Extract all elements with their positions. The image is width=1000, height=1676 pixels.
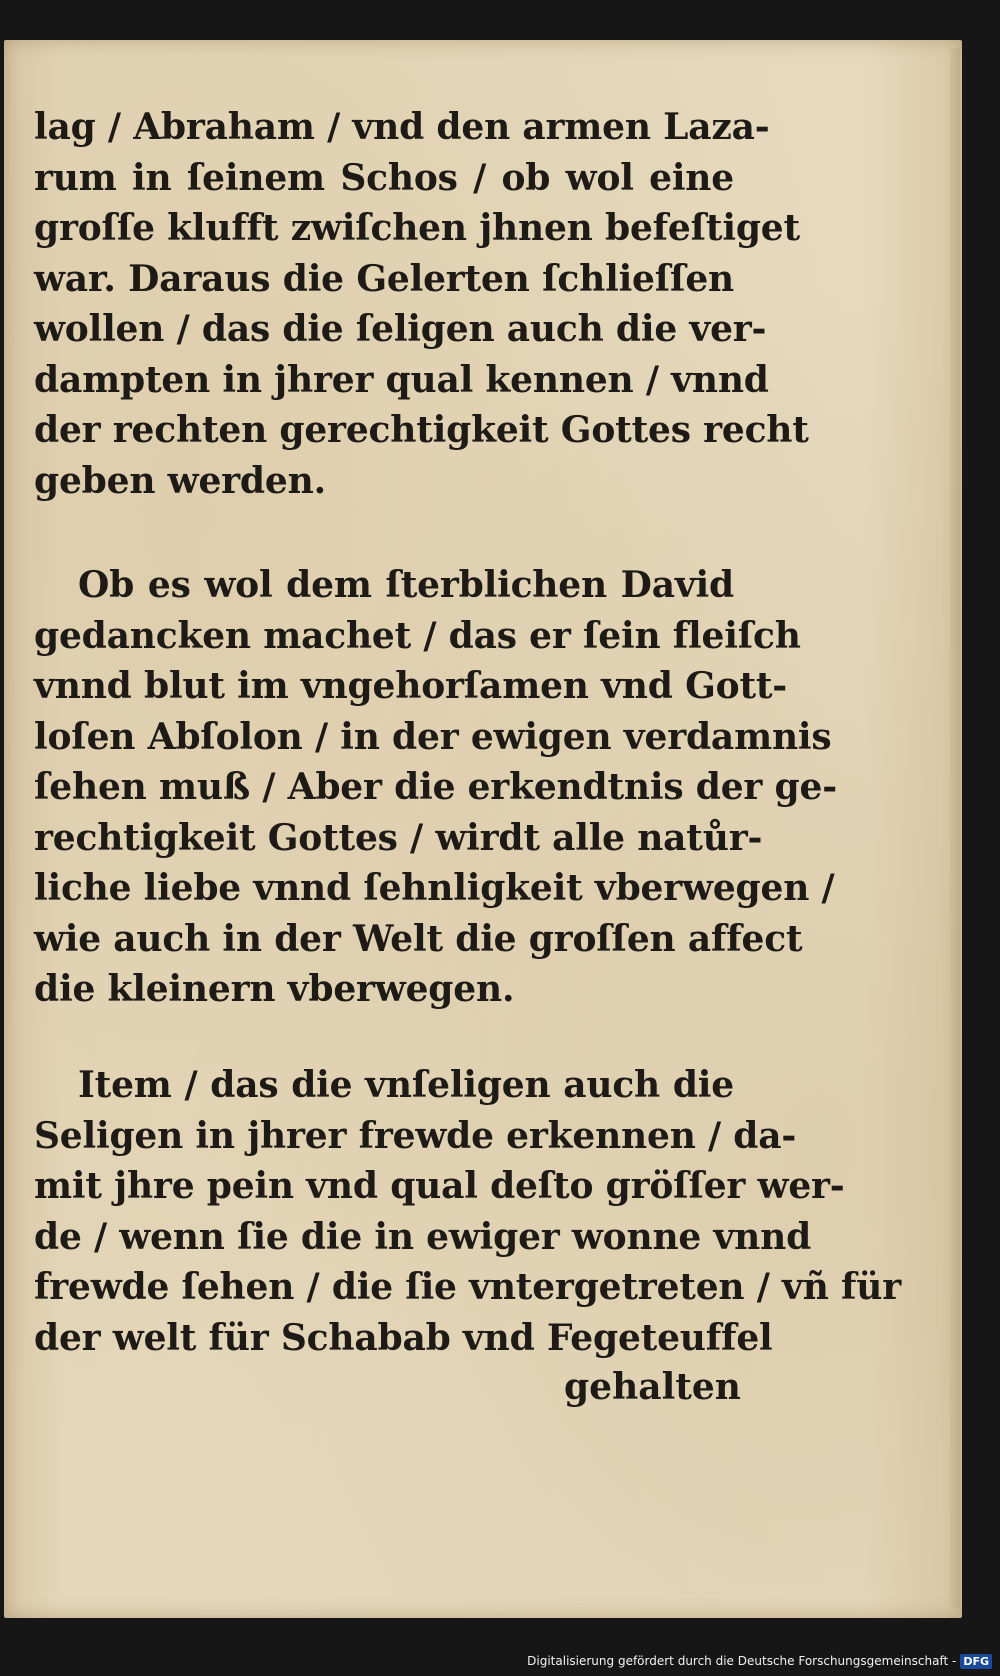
catchword: gehalten (564, 1366, 741, 1408)
text-line: de / wenn ſie die in ewiger wonne vnnd (34, 1215, 812, 1258)
text-line: wie auch in der Welt die groſſen affect (34, 917, 803, 960)
text-line: war. Daraus die Gelerten ſchlieſſen (34, 257, 734, 300)
page-edge (950, 48, 960, 1608)
text-line: loſen Abſolon / in der ewigen verdamnis (34, 715, 832, 758)
text-line: liche liebe vnnd ſehnligkeit vberwegen / (34, 867, 835, 909)
text-line: Item / das die vnſeligen auch die (78, 1064, 734, 1106)
text-line: der rechten gerechtigkeit Gottes recht (34, 409, 809, 451)
paragraph-1 (34, 102, 809, 506)
text-line: der welt für Schabab vnd Fegeteuffel (34, 1316, 773, 1359)
text-line: lag / Abraham / vnd den armen Laza- (34, 106, 770, 148)
dfg-logo: DFG (960, 1654, 992, 1669)
text-line: Ob es wol dem ſterblichen David (78, 564, 734, 606)
footer-text: Digitalisierung gefördert durch die Deutsche Forschungsgemeinschaft - (527, 1654, 957, 1668)
text-line: frewde ſehen / die ſie vntergetreten / vñ für (34, 1266, 902, 1308)
text-line: rum in ſeinem Schos / ob wol eine (34, 156, 734, 199)
text-line: mit jhre pein vnd qual deſto gröſſer wer- (34, 1165, 845, 1207)
text-line: gedancken machet / das er ſein fleiſch (34, 614, 801, 657)
book-page (4, 40, 962, 1618)
text-line: rechtigkeit Gottes / wirdt alle natůr- (34, 816, 763, 859)
text-line: Seligen in jhrer frewde erkennen / da- (34, 1114, 797, 1157)
digitization-footer (527, 1650, 992, 1672)
paragraph-3 (34, 1060, 902, 1363)
text-line: vnnd blut im vngehorſamen vnd Gott- (34, 665, 788, 707)
text-line: geben werden. (34, 459, 326, 502)
text-line: groſſe klufft zwiſchen jhnen befeſtiget (34, 207, 800, 249)
paragraph-2 (34, 560, 837, 1015)
text-line: ſehen muß / Aber die erkendtnis der ge- (34, 766, 837, 808)
text-line: wollen / das die ſeligen auch die ver- (34, 308, 767, 350)
text-line: die kleinern vberwegen. (34, 968, 515, 1010)
text-line: dampten in jhrer qual kennen / vnnd (34, 358, 769, 401)
